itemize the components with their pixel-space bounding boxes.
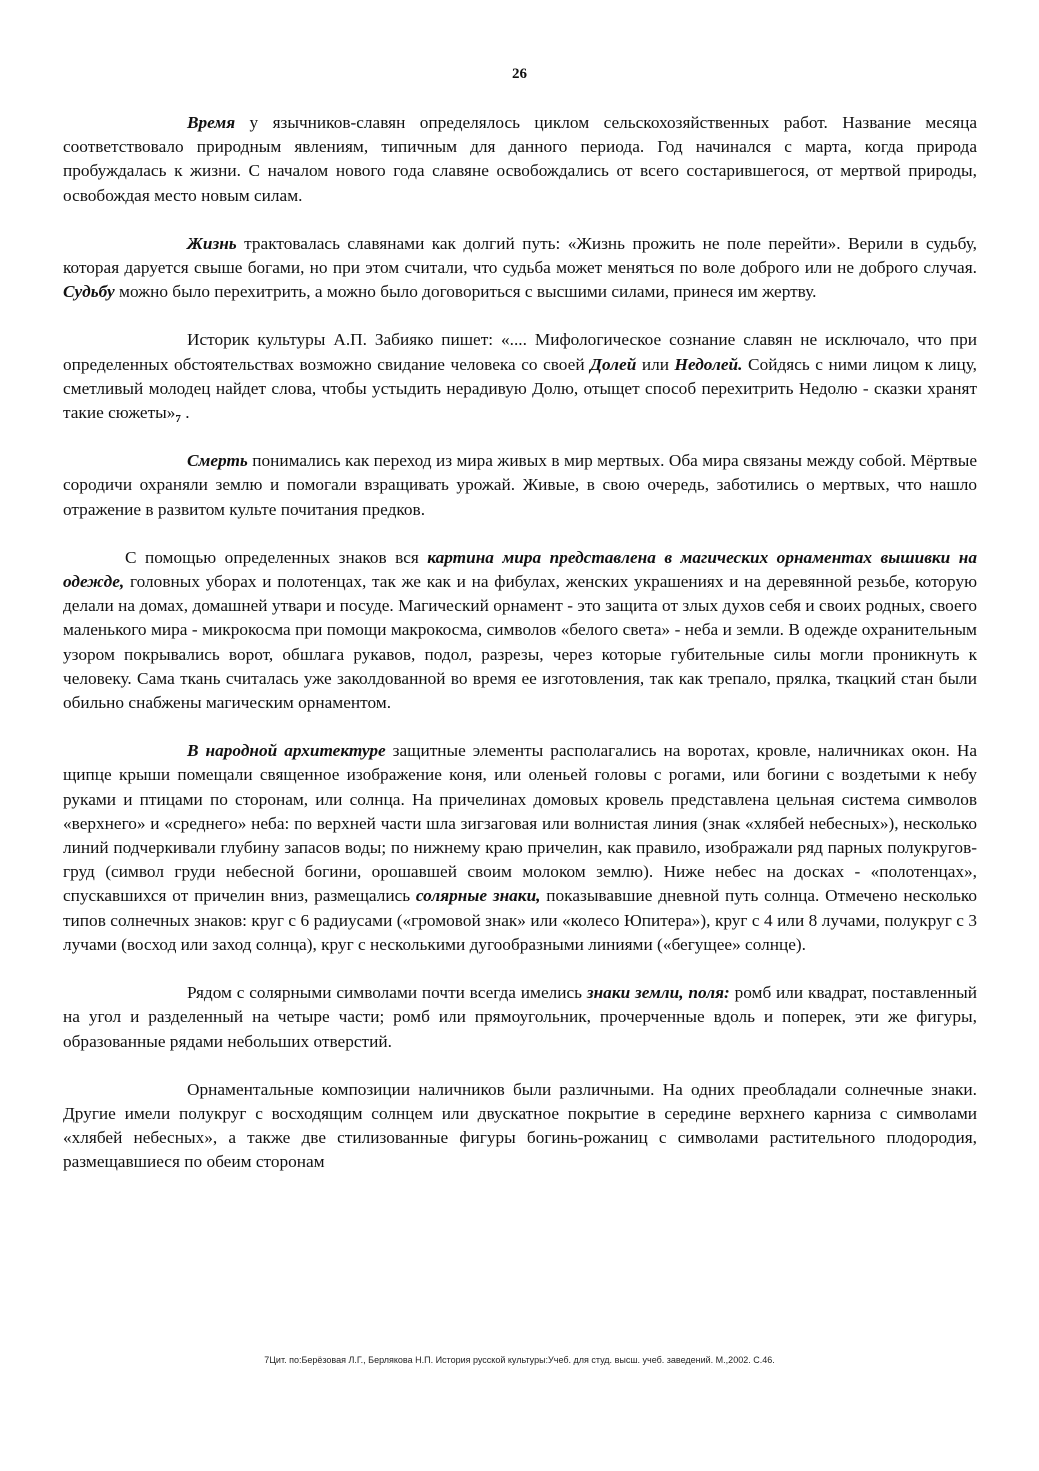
paragraph-compositions [63, 1078, 977, 1175]
paragraph-text: понимались как переход из мира живых в мир мертвых. Оба мира связаны между собой. Мёртвые сородичи охраняли землю и помогали взращивать урожай. Живые, в свою очередь, заботились о мертвых, что нашло отражение в развитом культе почитания предков. [63, 451, 977, 519]
paragraph-architecture [63, 739, 977, 957]
keyword-nedolya: Недолей. [674, 354, 743, 374]
keyword-world-picture: картина мира представлена в магических орнаментах вышивки на одежде, [63, 547, 977, 592]
paragraph-text: Историк культуры А.П. Забияко пишет: «.... Мифологическое сознание славян не исключало, что при определенных обстоятельствах возможно свидание человека со своей [63, 330, 977, 374]
keyword-dolya: Долей [590, 354, 637, 374]
paragraph-time [63, 111, 977, 208]
keyword-fate: Судьбу [63, 282, 115, 302]
paragraph-text: или [636, 354, 675, 374]
footnote-reference[interactable]: 7 [175, 413, 181, 426]
paragraph-text: Рядом с солярными символами почти всегда имелись [187, 983, 587, 1003]
keyword-death: Смерть [187, 451, 248, 471]
paragraph-death [63, 449, 977, 522]
paragraph-text: можно было перехитрить, а можно было договориться с высшими силами, принеся им жертву. [114, 282, 817, 302]
page-number: 26 [512, 66, 527, 82]
paragraph-ornaments [63, 546, 977, 715]
keyword-solar-signs: солярные знаки, [415, 886, 541, 906]
paragraph-text: защитные элементы располагались на воротах, кровле, наличниках окон. На щипце крыши помещали священное изображение коня, или оленьей головы с рогами, или богини с воздетыми к небу руками и птицами по сторонам, или солнца. На причелинах домовых кровель представлена цельная система символов «верхнего» и «среднего» неба: по верхней части шла зигзаговая или волнистая линия (знак «хлябей небесных»), несколько линий подчеркивали глубину запасов воды; по нижнему краю причелин, как правило, изображали ряд парных полукругов-груд (символ груди небесной богини, орошавшей своим молоком землю). Ниже небес на досках - «полотенцах», спускавшихся от причелин вниз, размещались [63, 741, 977, 906]
paragraph-life [63, 232, 977, 305]
paragraph-text: Орнаментальные композиции наличников были различными. На одних преобладали солнечные знаки. Другие имели полукруг с восходящим солнцем или двускатное покрытие в середине верхнего карниза с символами «хлябей небесных», а также две стилизованные фигуры богинь-рожаниц с символами растительного плодородия, размещавшиеся по обеим сторонам [63, 1079, 977, 1172]
keyword-earth-signs: знаки земли, поля: [586, 983, 730, 1003]
main-text [63, 111, 977, 1199]
keyword-time: Время [187, 113, 236, 132]
paragraph-text: трактовалась славянами как долгий путь: «Жизнь прожить не поле перейти». Верили в судьбу, которая даруется свыше богами, но при этом считали, что судьба может меняться по воле доброго или не доброго случая. [63, 233, 977, 278]
paragraph-text: С помощью определенных знаков вся [125, 547, 428, 567]
paragraph-quote [63, 328, 977, 425]
keyword-life: Жизнь [187, 233, 237, 253]
keyword-architecture: В народной архитектуре [187, 741, 386, 761]
paragraph-text: у язычников-славян определялось циклом сельскохозяйственных работ. Название месяца соответствовало природным явлениям, типичным для данного периода. Год начинался с марта, когда природа пробуждалась к жизни. С началом нового года славяне освобождались от всего состарившегося, от мертвой природы, освобождая место новым силам. [63, 113, 977, 205]
paragraph-text: ромб или квадрат, поставленный на угол и разделенный на четыре части; ромб или прямоугольник, прочерченные вдоль и поперек, эти же фигуры, образованные рядами небольших отверстий. [63, 983, 977, 1051]
paragraph-text: показывавшие дневной путь солнца. Отмечено несколько типов солнечных знаков: круг с 6 радиусами («громовой знак» или «колесо Юпитера»), круг с 4 или 8 лучами, полукруг с 3 лучами (восход или заход солнца), круг с несколькими дугообразными линиями («бегущее» солнце). [63, 886, 977, 954]
paragraph-text: . [180, 403, 190, 423]
paragraph-text: Сойдясь с ними лицом к лицу, сметливый молодец найдет слова, чтобы устыдить нерадивую Долю, отыщет способ перехитрить Недолю - сказки хранят такие сюжеты» [63, 354, 977, 423]
footnote: 7Цит. по:Берёзовая Л.Г., Берлякова Н.П. История русской культуры:Учеб. для студ. высш. учеб. заведений. М.,2002. С.46. [264, 1355, 775, 1365]
paragraph-text: головных уборах и полотенцах, так же как и на фибулах, женских украшениях и на деревянной резьбе, которую делали на домах, домашней утвари и посуде. Магический орнамент - это защита от злых духов себя и своих родных, своего маленького мира - микрокосма при помощи макрокосма, символов «белого света» - неба и земли. В одежде охранительным узором покрывались ворот, обшлага рукавов, подол, разрезы, через которые губительные силы могли проникнуть к человеку. Сама ткань считалась уже заколдованной во время ее изготовления, так как трепало, прялка, ткацкий стан были обильно снабжены магическим орнаментом. [63, 572, 977, 713]
paragraph-earth-signs [63, 981, 977, 1054]
